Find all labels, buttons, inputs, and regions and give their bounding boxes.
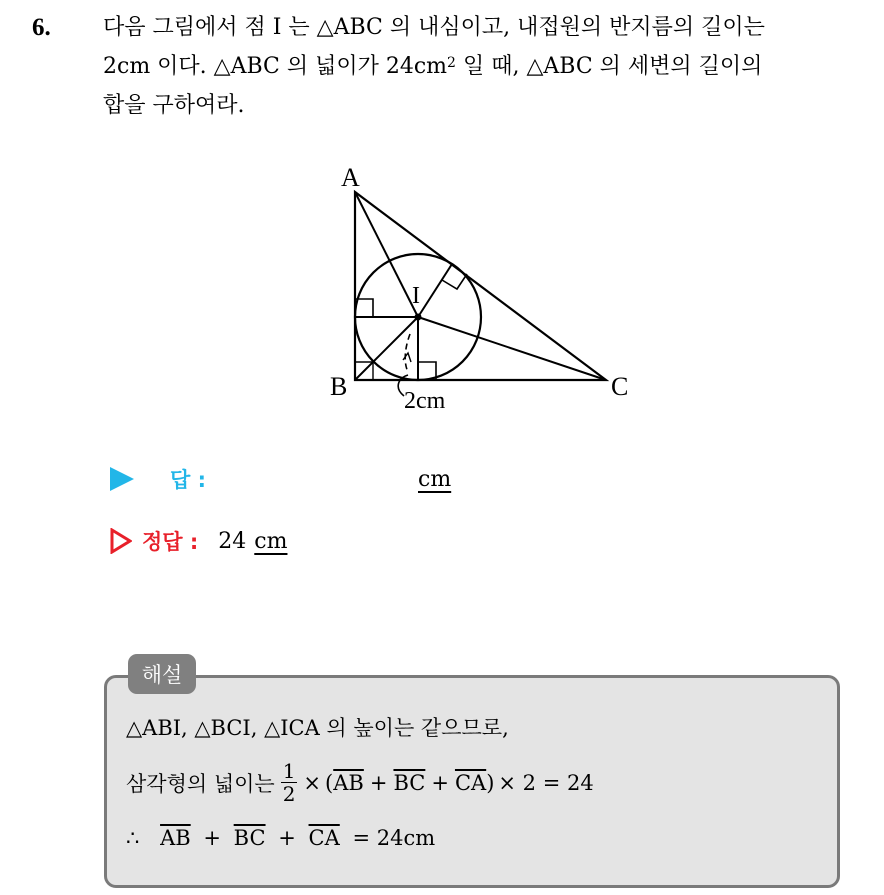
fraction-denominator: 2 bbox=[282, 782, 296, 806]
label-i: I bbox=[412, 283, 420, 309]
blue-triangle-icon bbox=[110, 467, 134, 491]
segment-ci bbox=[418, 317, 606, 380]
label-radius: 2cm bbox=[404, 388, 446, 414]
problem-text-line-2 bbox=[103, 51, 762, 83]
radius-to-ac bbox=[418, 264, 452, 317]
problem-number: 6. bbox=[32, 14, 51, 41]
label-b: B bbox=[330, 372, 348, 401]
answer-unit: cm bbox=[418, 466, 452, 492]
solution-line-3 bbox=[126, 826, 435, 850]
problem-text-line-2a: 2cm 이다. △ABC 의 넓이가 24cm bbox=[103, 54, 448, 79]
correct-answer-unit: cm bbox=[254, 528, 288, 554]
correct-answer-label: 정답 : bbox=[142, 530, 199, 554]
triangle-abc bbox=[355, 192, 606, 380]
fraction-numerator: 1 bbox=[282, 759, 296, 783]
label-a: A bbox=[341, 163, 360, 192]
plus-sign: + bbox=[369, 770, 388, 795]
problem-text-line-1: 다음 그림에서 점 I 는 △ABC 의 내심이고, 내접원의 반지름의 길이는 bbox=[103, 15, 765, 40]
red-outline-triangle-icon bbox=[110, 528, 132, 554]
problem-text-line-3: 합을 구하여라. bbox=[103, 93, 245, 118]
times-sign: × bbox=[303, 770, 322, 795]
open-paren: ( bbox=[325, 770, 334, 795]
superscript-2: 2 bbox=[447, 55, 456, 71]
correct-answer-row bbox=[110, 526, 287, 556]
solution-line-2-prefix: 삼각형의 넓이는 bbox=[126, 771, 275, 796]
right-angle-marker-ac bbox=[442, 274, 467, 289]
plus-sign: + bbox=[431, 770, 449, 795]
segment-ca: $\overline{CA}$ bbox=[308, 826, 340, 850]
solution-line-2 bbox=[126, 760, 594, 805]
plus-sign: + bbox=[278, 826, 296, 850]
segment-ab: $\overline{AB}$ bbox=[160, 826, 191, 850]
segment-bc: $\overline{BC}$ bbox=[393, 770, 426, 795]
radius-indicator-arrow bbox=[403, 353, 411, 362]
segment-ca: $\overline{CA}$ bbox=[454, 770, 487, 795]
solution-line-3-tail: = 24cm bbox=[352, 826, 436, 850]
segment-bc: $\overline{BC}$ bbox=[233, 826, 266, 850]
solution-line-1: △ABI, △BCI, △ICA 의 높이는 같으므로, bbox=[126, 716, 509, 740]
answer-row bbox=[110, 464, 451, 494]
triangle-figure bbox=[320, 160, 650, 420]
solution-tab: 해설 bbox=[128, 654, 196, 694]
answer-label: 답 : bbox=[170, 468, 206, 492]
segment-ab: $\overline{AB}$ bbox=[333, 770, 364, 795]
label-c: C bbox=[611, 372, 629, 401]
correct-answer-value: 24 bbox=[218, 528, 247, 554]
close-paren: ) bbox=[486, 770, 495, 795]
solution-line-2-tail: × 2 = 24 bbox=[498, 770, 594, 795]
fraction-one-half bbox=[281, 760, 298, 805]
therefore-symbol: ∴ bbox=[126, 826, 140, 850]
plus-sign: + bbox=[203, 826, 221, 850]
incenter-point bbox=[415, 314, 422, 321]
problem-text-line-2b: 일 때, △ABC 의 세변의 길이의 bbox=[455, 54, 763, 79]
